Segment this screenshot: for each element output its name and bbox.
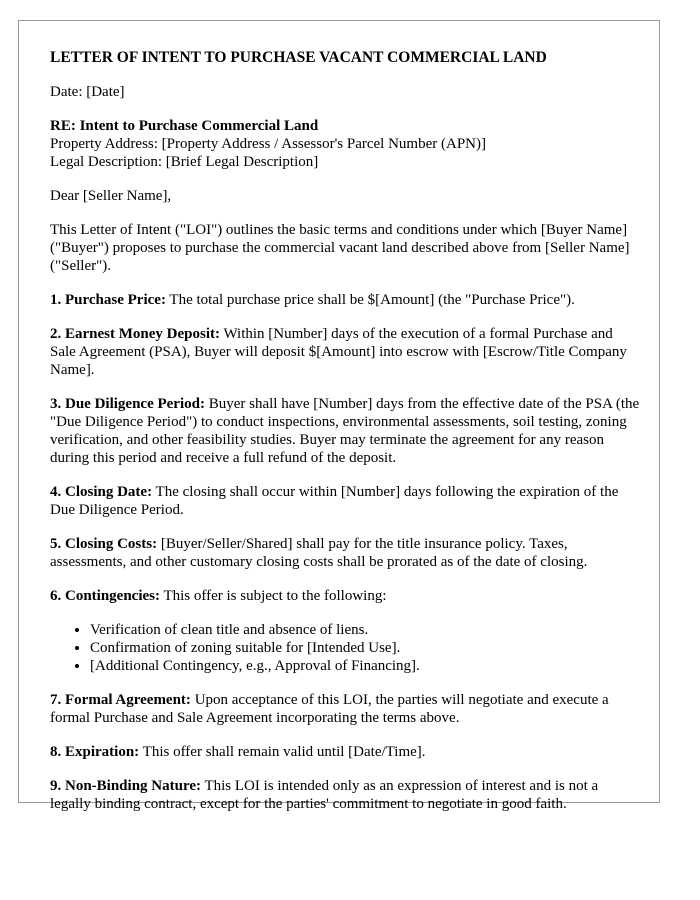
section-text: This LOI is intended only as an expression of interest and is not a legally binding contract, except for the parties' commitment to negotiate in good faith. (50, 778, 599, 812)
date-line: Date: [Date] (50, 84, 125, 100)
section-heading: 4. Closing Date: (50, 484, 153, 500)
intro-paragraph: This Letter of Intent ("LOI") outlines the basic terms and conditions under which [Buyer Name] ("Buyer") proposes to purchase the commercial vacant land described above from [Seller Name] ("Seller"). (50, 222, 630, 274)
legal-description: Legal Description: [Brief Legal Description] (50, 154, 319, 170)
section-due-diligence (50, 395, 640, 467)
document-title: LETTER OF INTENT TO PURCHASE VACANT COMMERCIAL LAND (50, 49, 547, 66)
list-item: • [Additional Contingency, e.g., Approval of Financing]. (90, 657, 640, 675)
section-text: Upon acceptance of this LOI, the parties will negotiate and execute a formal Purchase and Sale Agreement incorporating the terms above. (50, 692, 609, 726)
property-address: Property Address: [Property Address / Assessor's Parcel Number (APN)] (50, 136, 486, 152)
section-formal-agreement (50, 691, 640, 727)
contingency-list (50, 621, 640, 675)
document-content (50, 49, 640, 829)
section-expiration (50, 743, 640, 761)
section-text: This offer is subject to the following: (160, 588, 387, 604)
section-non-binding (50, 777, 640, 813)
section-closing-costs (50, 535, 640, 571)
section-text: Buyer shall have [Number] days from the effective date of the PSA (the "Due Diligence Period") to conduct inspections, environmental assessments, soil testing, zoning verification, and other feasibility studies. Buyer may terminate the agreement for any reason during this period and receive a full refund of the deposit. (50, 396, 640, 466)
section-heading: 3. Due Diligence Period: (50, 396, 205, 412)
section-contingencies (50, 587, 640, 605)
section-heading: 8. Expiration: (50, 744, 140, 760)
section-heading: 7. Formal Agreement: (50, 692, 191, 708)
document-page (18, 20, 660, 812)
section-heading: 5. Closing Costs: (50, 536, 158, 552)
list-item: • Verification of clean title and absence of liens. (90, 621, 640, 639)
section-text: The closing shall occur within [Number] days following the expiration of the Due Diligence Period. (50, 484, 619, 518)
section-closing-date (50, 483, 640, 519)
section-text: Within [Number] days of the execution of a formal Purchase and Sale Agreement (PSA), Buyer will deposit $[Amount] into escrow with [Escrow/Title Company Name]. (50, 326, 627, 378)
section-heading: 1. Purchase Price: (50, 292, 166, 308)
salutation: Dear [Seller Name], (50, 188, 172, 204)
section-text: The total purchase price shall be $[Amount] (the "Purchase Price"). (165, 292, 575, 308)
re-heading: RE: Intent to Purchase Commercial Land (50, 118, 319, 134)
section-heading: 2. Earnest Money Deposit: (50, 326, 220, 342)
list-item: • Confirmation of zoning suitable for [Intended Use]. (90, 639, 640, 657)
section-heading: 6. Contingencies: (50, 588, 160, 604)
section-purchase-price (50, 291, 640, 309)
section-earnest-money (50, 325, 640, 379)
section-text: [Buyer/Seller/Shared] shall pay for the title insurance policy. Taxes, assessments, and other customary closing costs shall be prorated as of the date of closing. (50, 536, 588, 570)
section-text: This offer shall remain valid until [Date/Time]. (139, 744, 426, 760)
re-block (50, 117, 640, 171)
section-heading: 9. Non-Binding Nature: (50, 778, 201, 794)
